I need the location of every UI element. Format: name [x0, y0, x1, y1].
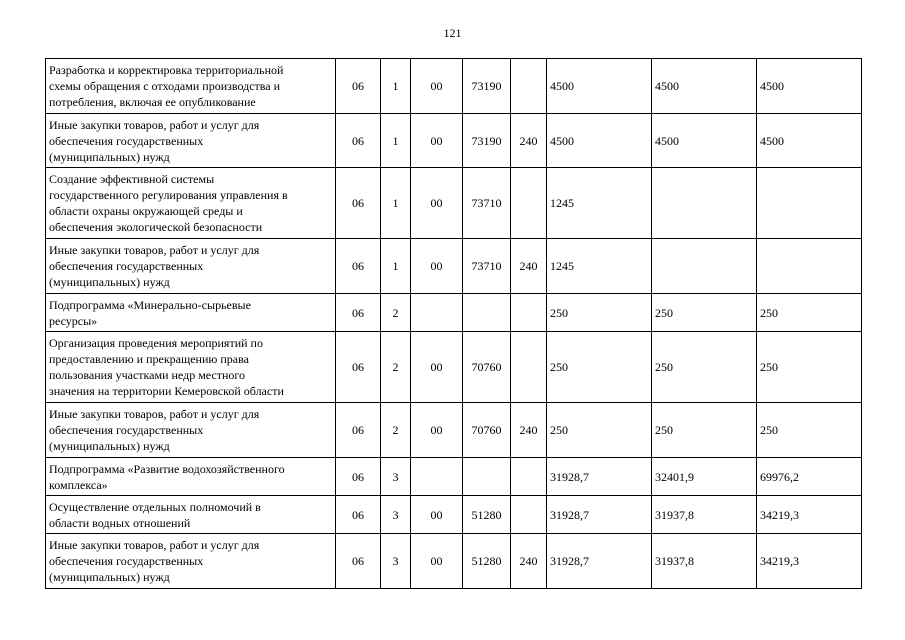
- amount-year3-cell: 4500: [757, 114, 862, 168]
- table-body: [46, 59, 862, 589]
- expense-type-cell: [511, 168, 547, 239]
- row-name-cell: [46, 114, 336, 168]
- row-name-line: Иные закупки товаров, работ и услуг для: [49, 117, 260, 132]
- amount-year2-cell: 31937,8: [652, 534, 757, 589]
- row-name-line: Иные закупки товаров, работ и услуг для: [49, 407, 260, 421]
- row-name-line: обеспечения экологической безопасности: [49, 220, 263, 234]
- amount-year3-cell: 34219,3: [757, 496, 862, 534]
- program-cell: 3: [381, 458, 411, 496]
- razdel-cell: 06: [336, 496, 381, 534]
- amount-year1-cell: 1245: [547, 239, 652, 294]
- subprogram-cell: 00: [411, 168, 463, 239]
- direction-cell: [463, 294, 511, 332]
- budget-table: [45, 58, 862, 589]
- amount-year2-cell: 250: [652, 332, 757, 403]
- razdel-cell: 06: [336, 458, 381, 496]
- expense-type-cell: [511, 59, 547, 114]
- row-name-cell: [46, 496, 336, 534]
- row-name-line: предоставлению и прекращению права: [49, 352, 249, 366]
- subprogram-cell: [411, 294, 463, 332]
- amount-year1-cell: 31928,7: [547, 496, 652, 534]
- row-name-cell: [46, 458, 336, 496]
- amount-year2-cell: [652, 168, 757, 239]
- row-name-line: Подпрограмма «Развитие водохозяйственного: [49, 461, 285, 476]
- table-row: [46, 168, 862, 239]
- expense-type-cell: 240: [511, 534, 547, 589]
- row-name-line: обеспечения государственных: [49, 133, 204, 148]
- table-row: [46, 114, 862, 168]
- program-cell: 2: [381, 332, 411, 403]
- direction-cell: 70760: [463, 332, 511, 403]
- subprogram-cell: 00: [411, 239, 463, 294]
- amount-year3-cell: [757, 239, 862, 294]
- subprogram-cell: 00: [411, 114, 463, 168]
- amount-year1-cell: 31928,7: [547, 534, 652, 589]
- row-name-line: потребления, включая ее опубликование: [49, 95, 256, 109]
- razdel-cell: 06: [336, 59, 381, 114]
- direction-cell: 73190: [463, 59, 511, 114]
- amount-year1-cell: 250: [547, 332, 652, 403]
- row-name-line: области водных отношений: [49, 515, 191, 530]
- row-name-line: Иные закупки товаров, работ и услуг для: [49, 243, 260, 257]
- row-name-line: (муниципальных) нужд: [49, 439, 170, 453]
- program-cell: 2: [381, 294, 411, 332]
- row-name-line: (муниципальных) нужд: [49, 275, 170, 289]
- row-name-line: государственного регулирования управления в: [49, 188, 288, 202]
- row-name-line: схемы обращения с отходами производства и: [49, 79, 281, 93]
- program-cell: 1: [381, 59, 411, 114]
- row-name-line: обеспечения государственных: [49, 259, 204, 273]
- row-name-line: пользования участками недр местного: [49, 368, 246, 382]
- row-name-line: значения на территории Кемеровской области: [49, 384, 284, 398]
- program-cell: 1: [381, 114, 411, 168]
- table-row: [46, 534, 862, 589]
- amount-year2-cell: 32401,9: [652, 458, 757, 496]
- table-row: [46, 458, 862, 496]
- razdel-cell: 06: [336, 239, 381, 294]
- amount-year3-cell: [757, 168, 862, 239]
- amount-year3-cell: 250: [757, 403, 862, 458]
- direction-cell: [463, 458, 511, 496]
- expense-type-cell: 240: [511, 403, 547, 458]
- subprogram-cell: 00: [411, 534, 463, 589]
- direction-cell: 51280: [463, 496, 511, 534]
- amount-year2-cell: 4500: [652, 114, 757, 168]
- amount-year2-cell: [652, 239, 757, 294]
- row-name-cell: [46, 294, 336, 332]
- table-row: [46, 496, 862, 534]
- amount-year2-cell: 31937,8: [652, 496, 757, 534]
- amount-year2-cell: 250: [652, 403, 757, 458]
- row-name-cell: [46, 239, 336, 294]
- amount-year1-cell: 4500: [547, 59, 652, 114]
- direction-cell: 73190: [463, 114, 511, 168]
- razdel-cell: 06: [336, 168, 381, 239]
- razdel-cell: 06: [336, 403, 381, 458]
- amount-year1-cell: 250: [547, 294, 652, 332]
- row-name-line: (муниципальных) нужд: [49, 570, 170, 584]
- direction-cell: 70760: [463, 403, 511, 458]
- direction-cell: 73710: [463, 239, 511, 294]
- table-row: [46, 294, 862, 332]
- expense-type-cell: [511, 496, 547, 534]
- row-name-cell: [46, 403, 336, 458]
- row-name-line: Иные закупки товаров, работ и услуг для: [49, 538, 260, 552]
- row-name-line: Разработка и корректировка территориальной: [49, 63, 284, 77]
- amount-year2-cell: 250: [652, 294, 757, 332]
- amount-year1-cell: 250: [547, 403, 652, 458]
- amount-year1-cell: 4500: [547, 114, 652, 168]
- page-number: 121: [443, 26, 462, 40]
- amount-year1-cell: 1245: [547, 168, 652, 239]
- program-cell: 3: [381, 496, 411, 534]
- razdel-cell: 06: [336, 294, 381, 332]
- row-name-line: области охраны окружающей среды и: [49, 204, 243, 218]
- subprogram-cell: 00: [411, 496, 463, 534]
- table-row: [46, 403, 862, 458]
- amount-year1-cell: 31928,7: [547, 458, 652, 496]
- table-row: [46, 332, 862, 403]
- row-name-line: Осуществление отдельных полномочий в: [49, 499, 261, 514]
- amount-year3-cell: 69976,2: [757, 458, 862, 496]
- program-cell: 3: [381, 534, 411, 589]
- row-name-line: обеспечения государственных: [49, 423, 204, 437]
- expense-type-cell: 240: [511, 114, 547, 168]
- razdel-cell: 06: [336, 332, 381, 403]
- amount-year3-cell: 250: [757, 332, 862, 403]
- direction-cell: 51280: [463, 534, 511, 589]
- table-row: [46, 59, 862, 114]
- amount-year3-cell: 4500: [757, 59, 862, 114]
- expense-type-cell: 240: [511, 239, 547, 294]
- row-name-line: Подпрограмма «Минерально-сырьевые: [49, 297, 251, 312]
- row-name-cell: [46, 168, 336, 239]
- expense-type-cell: [511, 332, 547, 403]
- razdel-cell: 06: [336, 114, 381, 168]
- row-name-line: (муниципальных) нужд: [49, 149, 170, 164]
- row-name-line: ресурсы»: [49, 313, 98, 328]
- row-name-line: Организация проведения мероприятий по: [49, 336, 263, 350]
- subprogram-cell: 00: [411, 332, 463, 403]
- row-name-cell: [46, 534, 336, 589]
- row-name-line: комплекса»: [49, 477, 108, 492]
- direction-cell: 73710: [463, 168, 511, 239]
- row-name-line: обеспечения государственных: [49, 554, 204, 568]
- amount-year2-cell: 4500: [652, 59, 757, 114]
- expense-type-cell: [511, 458, 547, 496]
- amount-year3-cell: 250: [757, 294, 862, 332]
- row-name-cell: [46, 59, 336, 114]
- amount-year3-cell: 34219,3: [757, 534, 862, 589]
- program-cell: 1: [381, 168, 411, 239]
- row-name-cell: [46, 332, 336, 403]
- row-name-line: Создание эффективной системы: [49, 172, 215, 186]
- program-cell: 2: [381, 403, 411, 458]
- razdel-cell: 06: [336, 534, 381, 589]
- subprogram-cell: [411, 458, 463, 496]
- program-cell: 1: [381, 239, 411, 294]
- expense-type-cell: [511, 294, 547, 332]
- subprogram-cell: 00: [411, 59, 463, 114]
- table-row: [46, 239, 862, 294]
- subprogram-cell: 00: [411, 403, 463, 458]
